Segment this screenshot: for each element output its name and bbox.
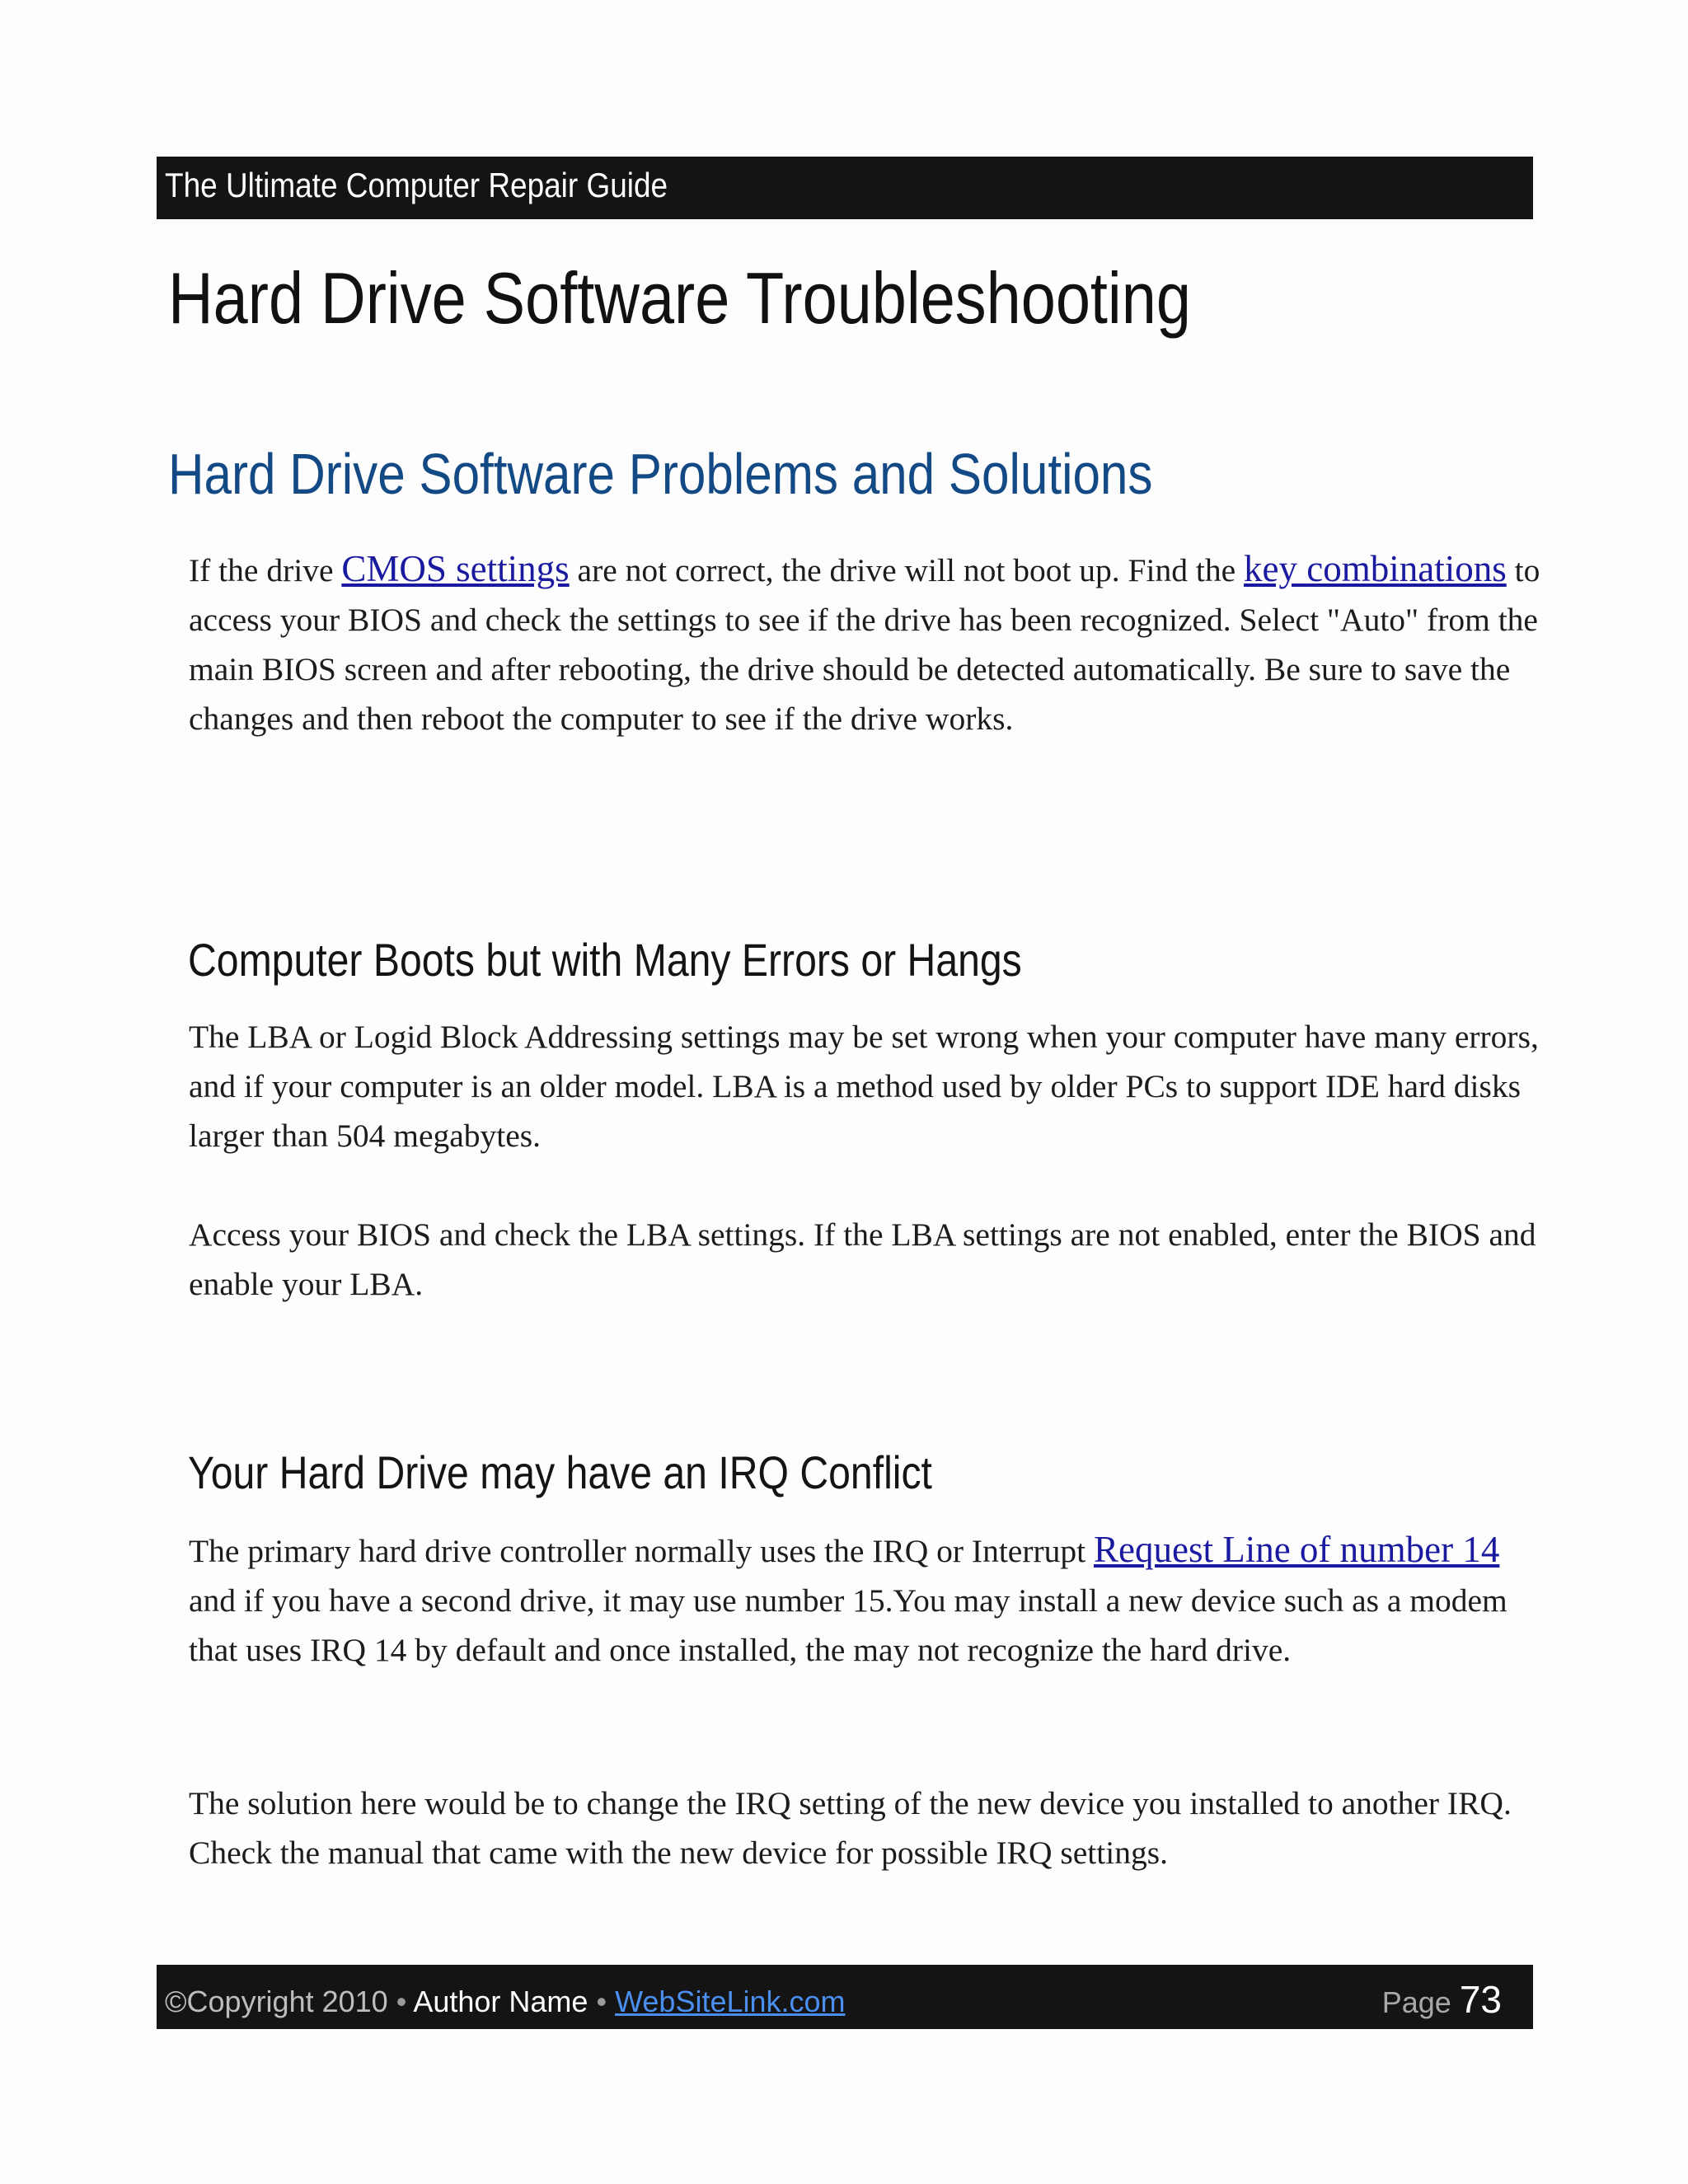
page-title: Hard Drive Software Troubleshooting xyxy=(168,257,1191,339)
request-line-link[interactable]: Request Line of number 14 xyxy=(1093,1529,1500,1570)
page-label: Page xyxy=(1381,1985,1451,2019)
bios-lba-paragraph: Access your BIOS and check the LBA settings. If the LBA settings are not enabled, enter the BIOS and enable your LBA. xyxy=(189,1216,1536,1302)
key-combinations-link[interactable]: key combinations xyxy=(1244,548,1507,589)
website-link[interactable]: WebSiteLink.com xyxy=(615,1985,846,2018)
book-title: The Ultimate Computer Repair Guide xyxy=(165,166,668,204)
author-name: Author Name xyxy=(413,1985,588,2018)
page-number: 73 xyxy=(1459,1978,1502,2021)
footer-credits xyxy=(165,1965,846,2029)
section-title: Hard Drive Software Problems and Solutions xyxy=(168,442,1153,506)
footer-bar xyxy=(157,1965,1533,2029)
copyright-text: ©Copyright 2010 xyxy=(165,1985,388,2018)
cmos-settings-link[interactable]: CMOS settings xyxy=(341,548,570,589)
irq-paragraph-text: and if you have a second drive, it may use number 15.You may install a new device such as a modem that uses IRQ 14 by default and once installed, the may not recognize the hard drive. xyxy=(189,1582,1507,1668)
cmos-paragraph-text: are not correct, the drive will not boot up. Find the xyxy=(569,552,1245,588)
irq-solution-paragraph: The solution here would be to change the IRQ setting of the new device you installed to another IRQ. Check the manual that came with the new device for possible IRQ settings. xyxy=(189,1785,1512,1871)
separator-dot: • xyxy=(596,1985,607,2018)
subsection-title-errors: Computer Boots but with Many Errors or Hangs xyxy=(188,934,1022,986)
irq-paragraph xyxy=(189,1525,1540,1675)
irq-paragraph-text: The primary hard drive controller normally uses the IRQ or Interrupt xyxy=(189,1533,1094,1569)
header-bar xyxy=(157,157,1533,219)
subsection-title-irq: Your Hard Drive may have an IRQ Conflict xyxy=(188,1446,932,1498)
cmos-paragraph xyxy=(189,544,1540,743)
page-indicator xyxy=(1382,1965,1502,2029)
lba-paragraph: The LBA or Logid Block Addressing settings may be set wrong when your computer have many errors, and if your computer is an older model. LBA is a method used by older PCs to support IDE hard disks larger than 504 megabytes. xyxy=(189,1019,1539,1154)
separator-dot: • xyxy=(396,1985,407,2018)
cmos-paragraph-text: If the drive xyxy=(189,552,342,588)
cmos-paragraph-text: to access your BIOS and check the settings to see if the drive has been recognized. Select "Auto" from the main BIOS screen and after rebooting, the drive should be detected automatically. Be sure to save the changes and then reboot the computer to see if the drive works. xyxy=(189,552,1540,737)
